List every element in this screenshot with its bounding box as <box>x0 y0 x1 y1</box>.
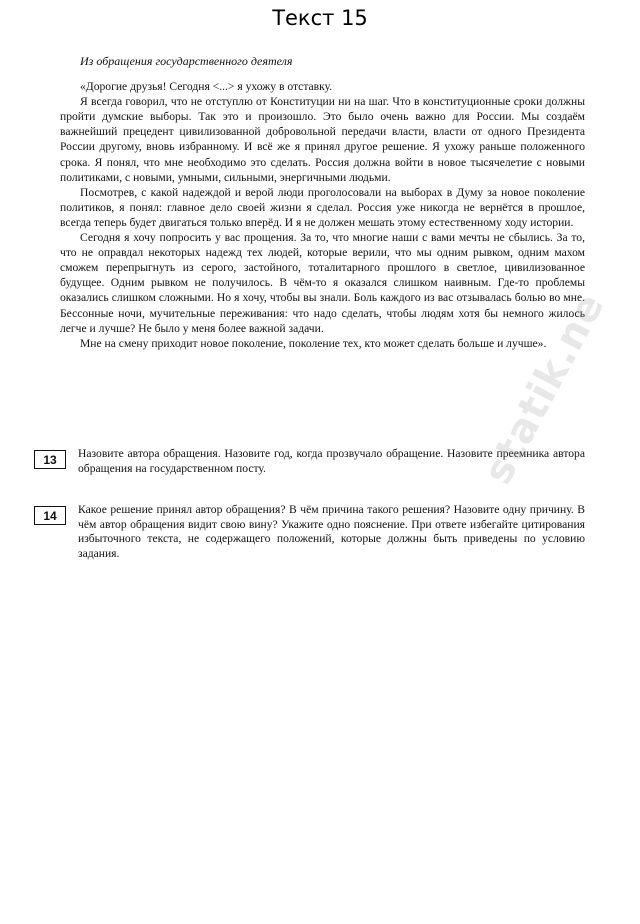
document-paragraph: «Дорогие друзья! Сегодня <...> я ухожу в отставку. <box>80 80 333 94</box>
task-number-box: 13 <box>34 450 66 469</box>
document-paragraph: Мне на смену приходит новое поколение, поколение тех, кто может сделать больше и лучше». <box>80 336 547 350</box>
document-paragraph: Посмотрев, с какой надеждой и верой люди проголосовали на выборах в Думу за новое поколение политиков, я понял: главное дело своей жизни я сделал. Россия уже никогда не вернётся в прошлое, всегда теперь будет двигаться только вперёд. И я не должен мешать этому естественному ходу истории. <box>60 185 585 229</box>
document-paragraph: Сегодня я хочу попросить у вас прощения. За то, что многие наши с вами мечты не сбылись. За то, что не оправдал некоторых надежд тех людей, которые верили, что мы одним рывком, одним махом сможем перепрыгнуть из серого, застойного, тоталитарного прошлого в светлое, цивилизованное будущее. Одним рывком не получилось. В чём-то я оказался слишком наивным. Где-то проблемы оказались слишком сложными. Но я хочу, чтобы вы знали. Боль каждого из вас отзывалась болью во мне. Бессонные ночи, мучительные переживания: что надо сделать, чтобы людям хотя бы немного жилось легче и лучше? Не было у меня более важной задачи. <box>60 231 585 335</box>
task-question: Какое решение принял автор обращения? В чём причина такого решения? Назовите одну причину. В чём автор обращения видит свою вину? Укажите одно пояснение. При ответе избегайте цитирования избыточного текста, не содержащего положений, которые должны быть приведены по условию задания. <box>78 503 585 560</box>
watermark: statik.ne <box>475 285 614 492</box>
task-question: Назовите автора обращения. Назовите год, когда прозвучало обращение. Назовите преемника автора обращения на государственном посту. <box>78 447 585 475</box>
task-14 <box>34 503 585 561</box>
document-source: Из обращения государственного деятеля <box>80 54 293 68</box>
document-paragraph: Я всегда говорил, что не отступлю от Конституции ни на шаг. Что в конституционные сроки должны пройти думские выборы. Так это и произошло. Это было очень важно для России. Мы создаём важнейший прецедент цивилизованной добровольной передачи власти, власти от одного Президента России другому, вновь избранному. И всё же я принял другое решение. Я ухожу раньше положенного срока. Я понял, что мне необходимо это сделать. Россия должна войти в новое тысячелетие с новыми политиками, с новыми, умными, сильными, энергичными людьми. <box>60 95 585 184</box>
task-number-box: 14 <box>34 506 66 525</box>
document-excerpt <box>60 54 585 351</box>
page-title: Текст 15 <box>272 6 368 30</box>
